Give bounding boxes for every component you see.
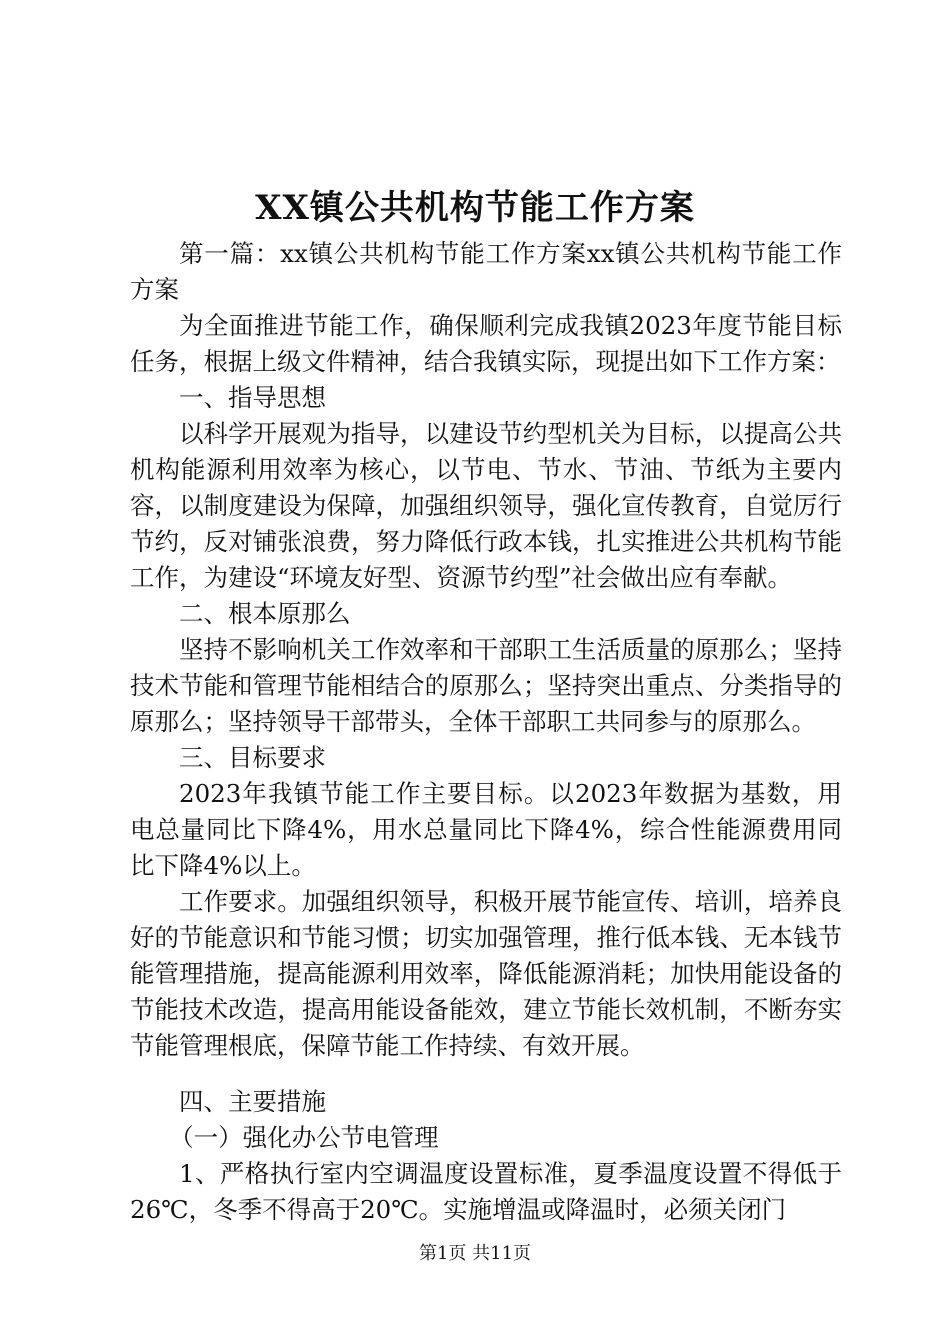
paragraph-basic-principles: 坚持不影响机关工作效率和干部职工生活质量的原那么；坚持技术节能和管理节能相结合的原那么；坚持突出重点、分类指导的原那么；坚持领导干部带头，全体干部职工共同参与的原那么。 bbox=[130, 635, 842, 736]
paragraph-work-requirements: 工作要求。加强组织领导，积极开展节能宣传、培训，培养良好的节能意识和节能习惯；切实加强管理，推行低本钱、无本钱节能管理措施，提高能源利用效率，降低能源消耗；加快用能设备的节能技术改造，提高用能设备能效，建立节能长效机制，不断夯实节能管理根底，保障节能工作持续、有效开展。 bbox=[130, 887, 842, 1060]
section-heading-target-requirements: 三、目标要求 bbox=[179, 743, 326, 772]
section-heading-basic-principles: 二、根本原那么 bbox=[179, 599, 351, 628]
paragraph-intro: 第一篇：xx镇公共机构节能工作方案xx镇公共机构节能工作方案 bbox=[130, 239, 842, 304]
page-indicator: 第1页 共11页 bbox=[418, 1243, 532, 1264]
subsection-heading-office-power-saving: （一）强化办公节电管理 bbox=[169, 1123, 439, 1152]
document-title: XX镇公共机构节能工作方案 bbox=[255, 188, 695, 228]
section-heading-guiding-ideology: 一、指导思想 bbox=[179, 383, 326, 412]
paragraph-purpose: 为全面推进节能工作，确保顺利完成我镇2023年度节能目标任务，根据上级文件精神，结合我镇实际，现提出如下工作方案： bbox=[130, 311, 842, 376]
paragraph-guiding-ideology: 以科学开展观为指导，以建设节约型机关为目标，以提高公共机构能源利用效率为核心，以节电、节水、节油、节纸为主要内容，以制度建设为保障，加强组织领导，强化宣传教育，自觉厉行节约，反对铺张浪费，努力降低行政本钱，扎实推进公共机构节能工作，为建设“环境友好型、资源节约型”社会做出应有奉献。 bbox=[130, 419, 842, 592]
document-body bbox=[130, 236, 842, 1228]
paragraph-measure-1: 1、严格执行室内空调温度设置标准，夏季温度设置不得低于26℃，冬季不得高于20℃。实施增温或降温时，必须关闭门 bbox=[130, 1159, 842, 1224]
section-heading-main-measures: 四、主要措施 bbox=[179, 1087, 326, 1116]
paragraph-targets: 2023年我镇节能工作主要目标。以2023年数据为基数，用电总量同比下降4%，用水总量同比下降4%，综合性能源费用同比下降4%以上。 bbox=[130, 779, 842, 880]
